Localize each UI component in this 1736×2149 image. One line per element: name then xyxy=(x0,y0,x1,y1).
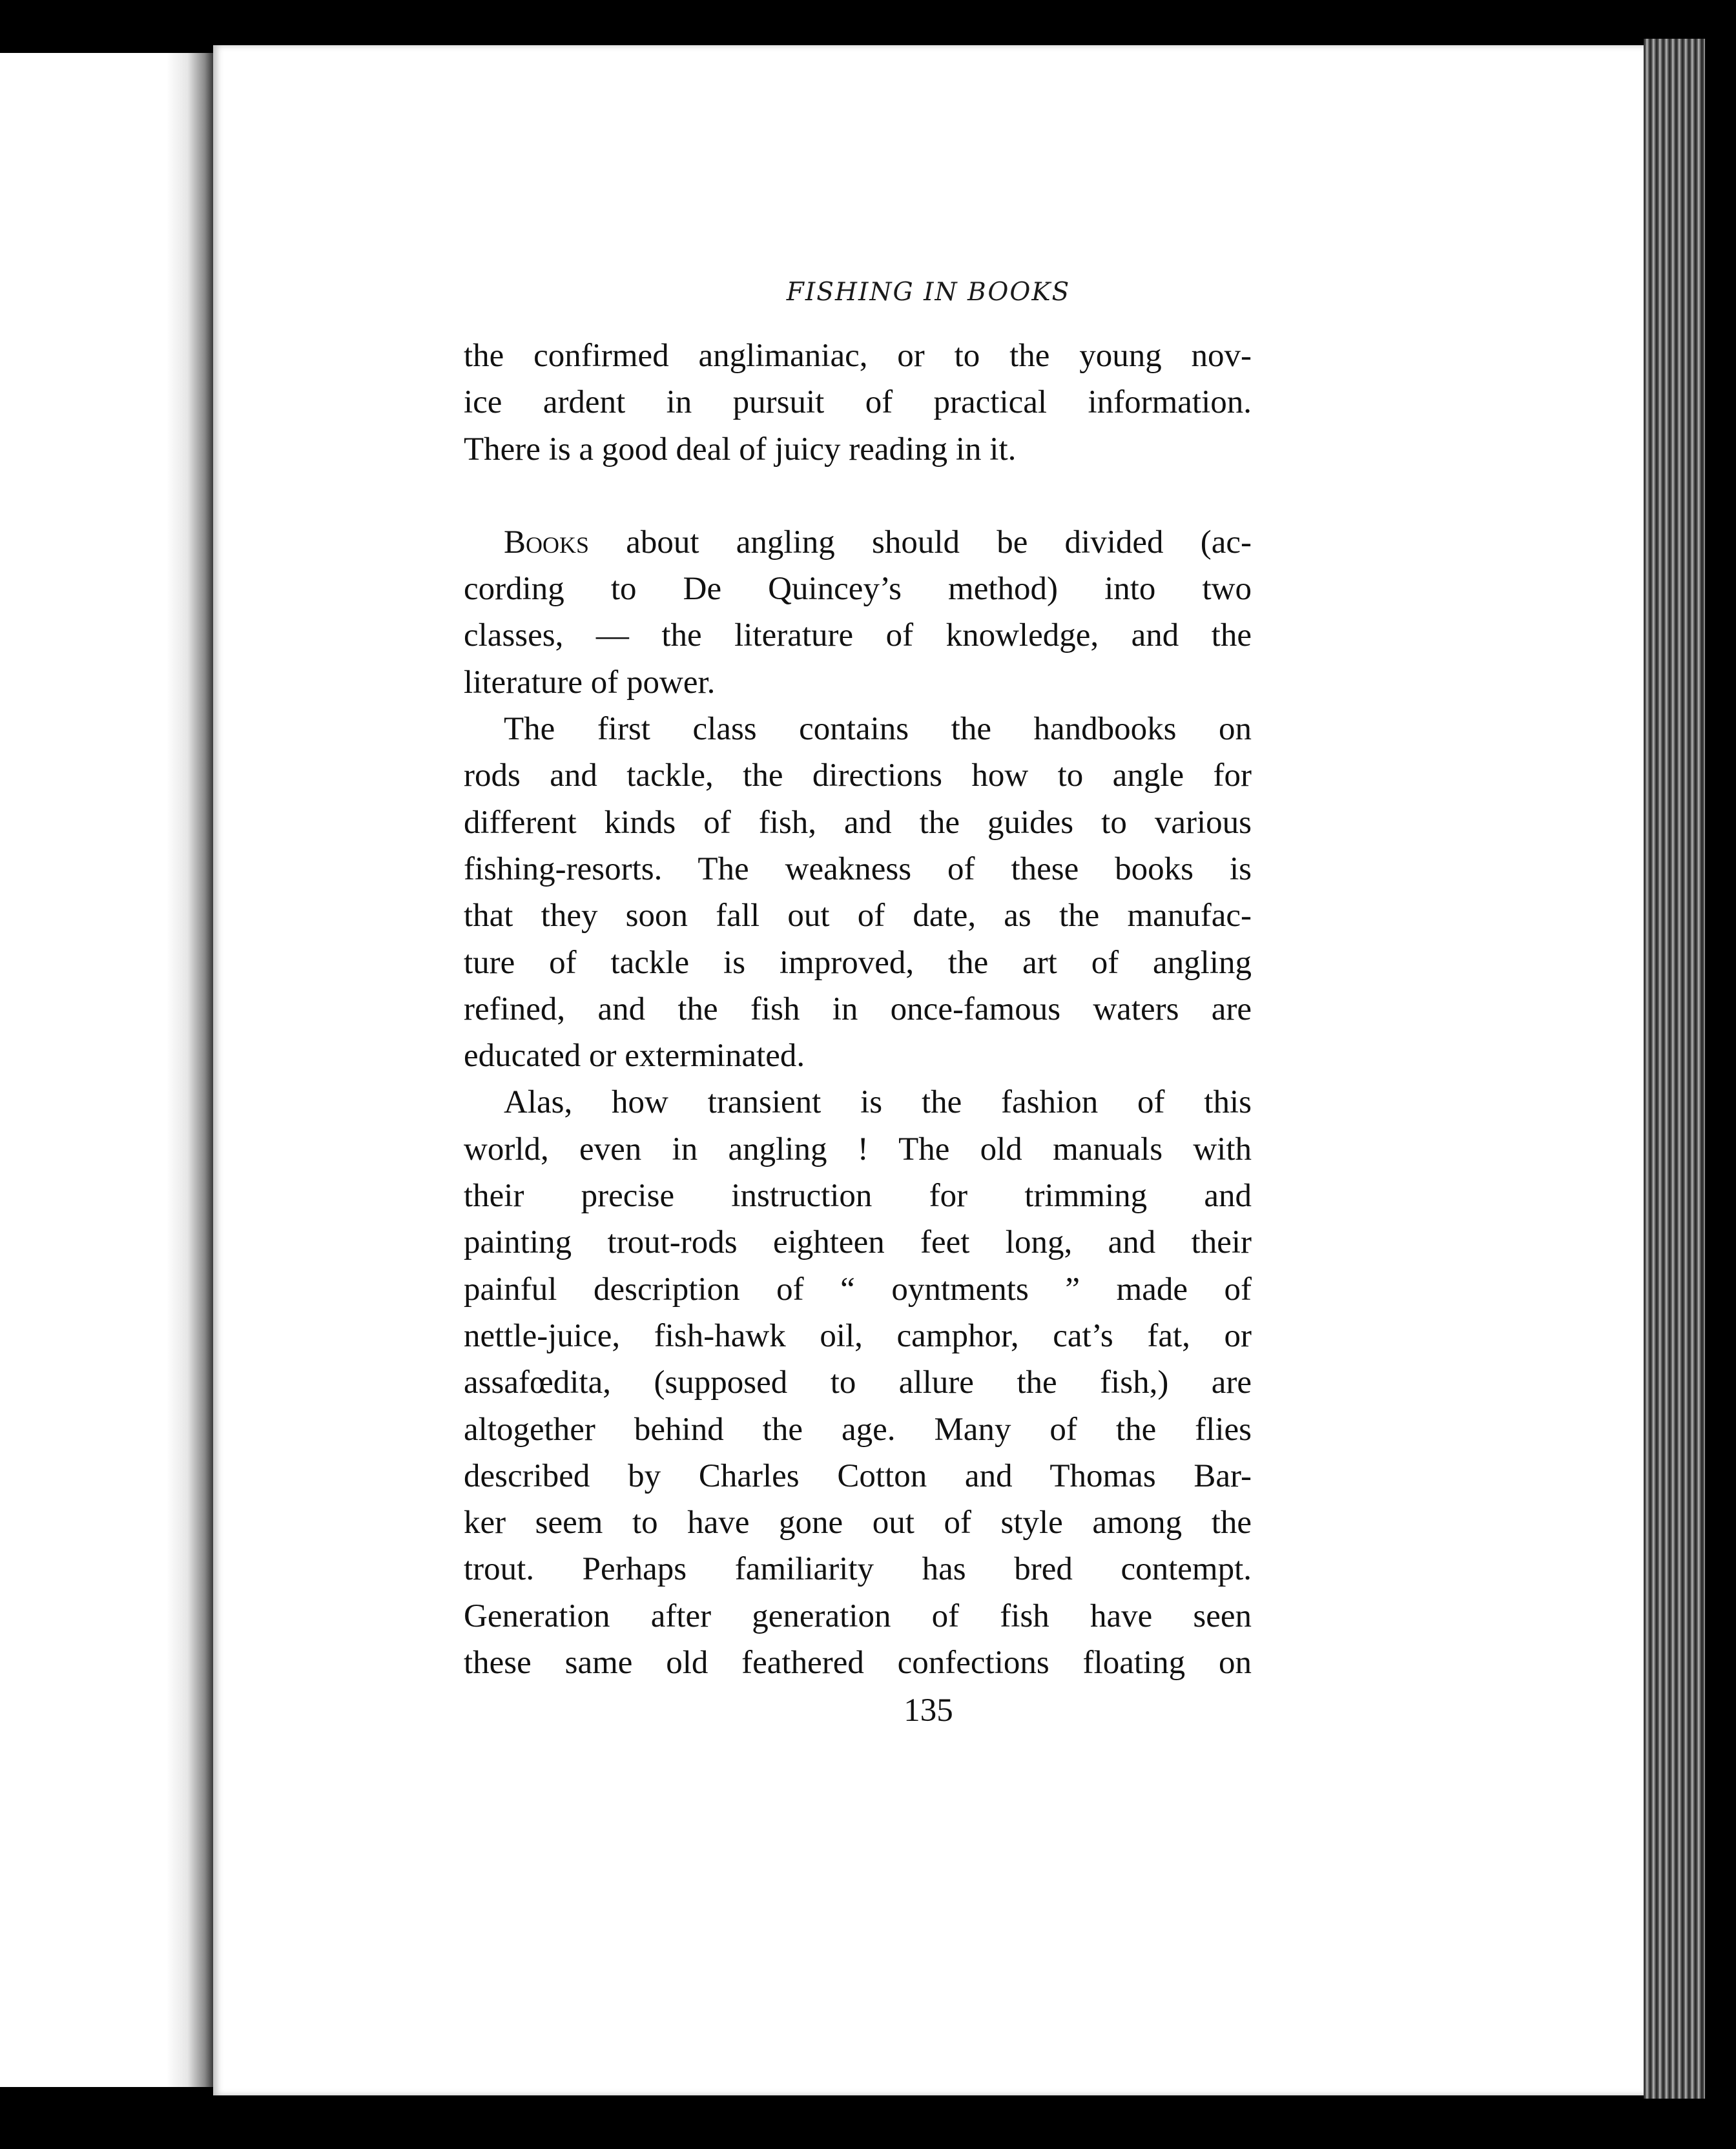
text-line: Alas, how transient is the fashion of this xyxy=(504,1084,1252,1121)
text-span: about angling should be divided (ac- xyxy=(589,524,1252,560)
page-block-edges xyxy=(1644,39,1705,2099)
text-line: their precise instruction for trimming and xyxy=(464,1178,1252,1215)
text-line: that they soon fall out of date, as the manufac- xyxy=(464,898,1252,934)
text-line: fishing-resorts. The weakness of these books is xyxy=(464,850,1252,887)
text-line: cording to De Quincey’s method) into two xyxy=(464,571,1252,608)
text-line: different kinds of fish, and the guides to various xyxy=(464,804,1252,841)
small-caps-lead: Books xyxy=(504,524,590,560)
text-line: assafœdita, (supposed to allure the fish,) are xyxy=(464,1364,1252,1401)
text-line: nettle-juice, fish-hawk oil, camphor, cat’s fat, or xyxy=(464,1317,1252,1354)
text-line: Generation after generation of fish have seen xyxy=(464,1598,1252,1634)
text-line: altogether behind the age. Many of the flies xyxy=(464,1411,1252,1448)
text-line: ker seem to have gone out of style among the xyxy=(464,1505,1252,1541)
text-line: rods and tackle, the directions how to angle for xyxy=(464,757,1252,794)
text-line: trout. Perhaps familiarity has bred contempt. xyxy=(464,1551,1252,1588)
text-line: described by Charles Cotton and Thomas Bar- xyxy=(464,1457,1252,1494)
text-line: literature of power. xyxy=(464,664,716,701)
text-line: ture of tackle is improved, the art of angling xyxy=(464,944,1252,981)
text-line: The first class contains the handbooks on xyxy=(504,711,1252,748)
text-line: ice ardent in pursuit of practical information. xyxy=(464,384,1252,421)
text-line: the confirmed anglimaniac, or to the young nov- xyxy=(464,338,1252,374)
text-line: painful description of “ oyntments ” made of xyxy=(464,1271,1252,1308)
facing-page-edge xyxy=(0,53,213,2087)
text-line: refined, and the fish in once-famous waters are xyxy=(464,991,1252,1027)
text-line: painting trout-rods eighteen feet long, and their xyxy=(464,1224,1252,1261)
text-line xyxy=(464,519,1252,566)
page-number: 135 xyxy=(904,1692,953,1729)
running-head: FISHING IN BOOKS xyxy=(786,278,1071,307)
body-text xyxy=(464,333,1252,1686)
text-line: classes, — the literature of knowledge, and the xyxy=(464,617,1252,654)
text-line: world, even in angling ! The old manuals with xyxy=(464,1131,1252,1167)
text-line: educated or exterminated. xyxy=(464,1038,805,1074)
section-break xyxy=(464,473,1252,519)
text-line: There is a good deal of juicy reading in it. xyxy=(464,431,1017,468)
text-line: these same old feathered confections floating on xyxy=(464,1645,1252,1681)
